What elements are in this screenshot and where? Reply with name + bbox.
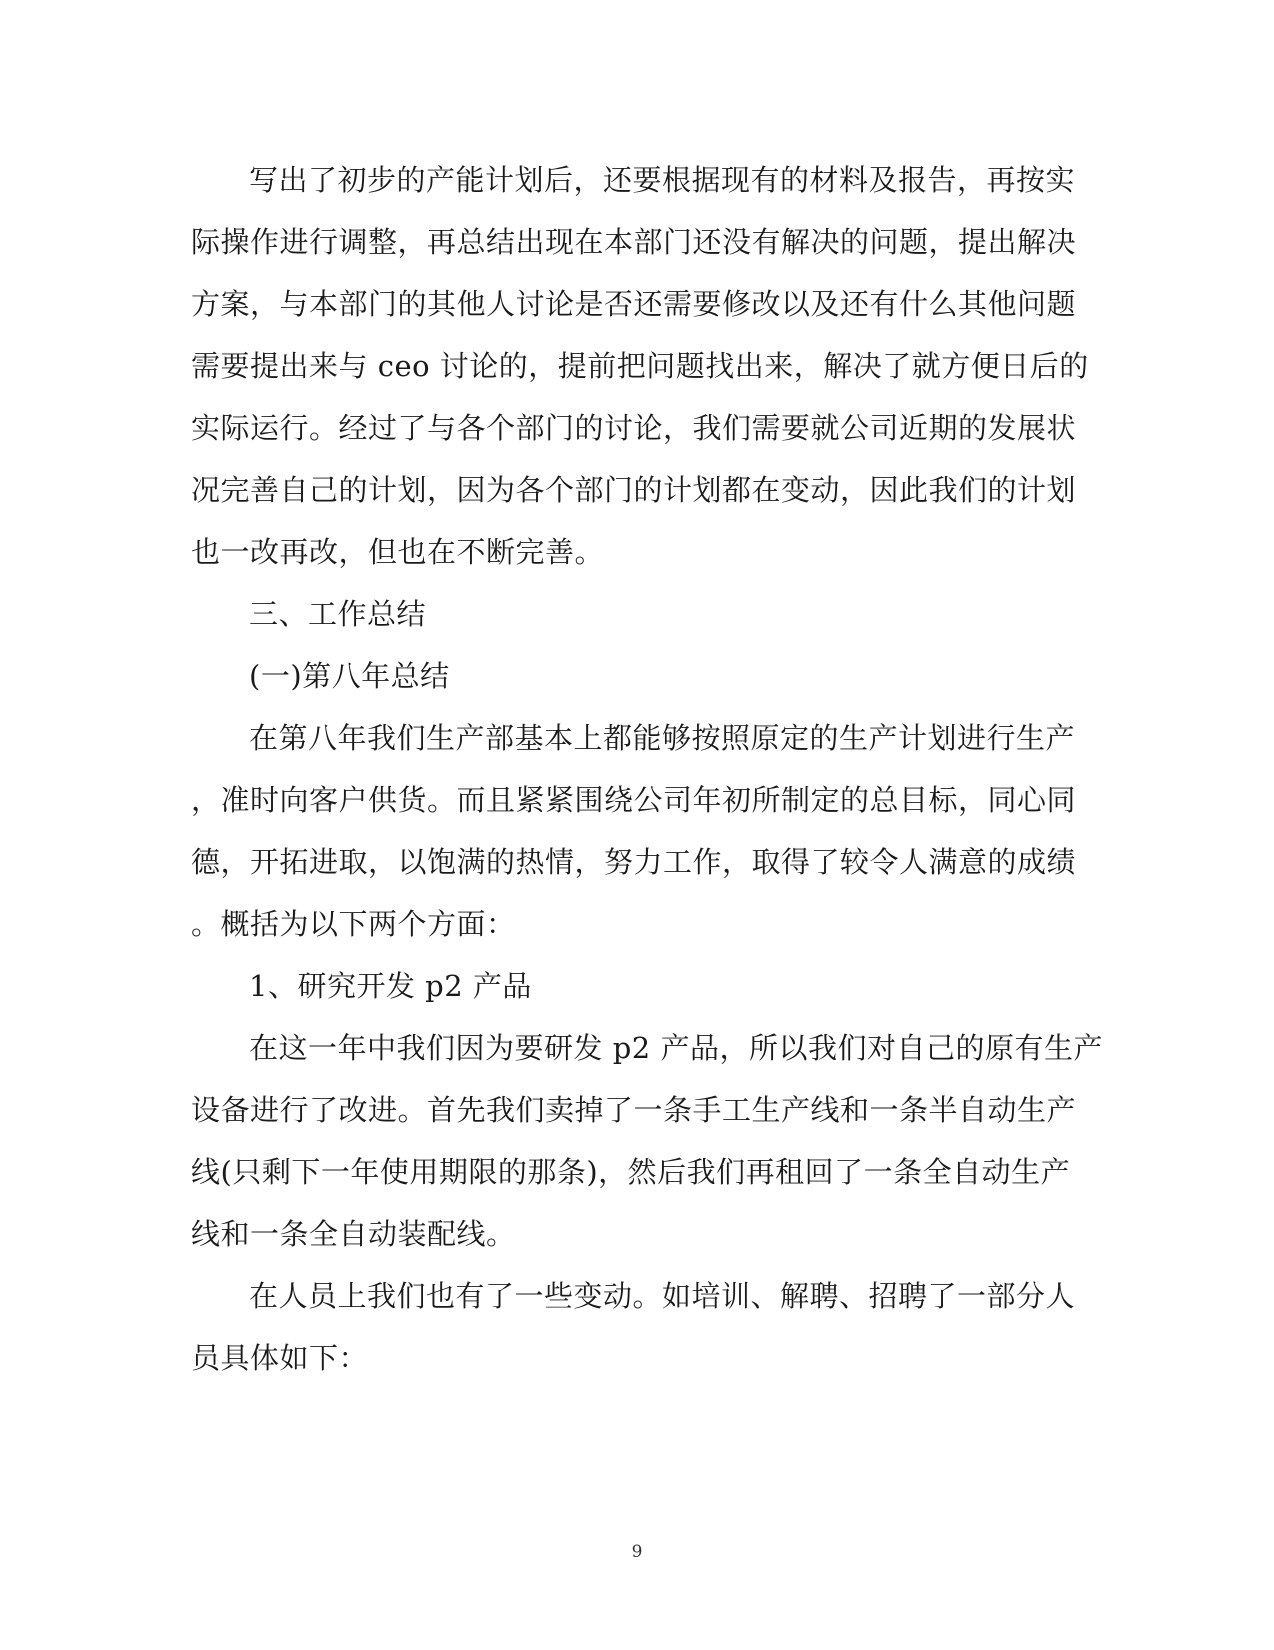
paragraph-line: 也一改再改，但也在不断完善。 (191, 535, 605, 569)
paragraph-line: ，准时向客户供货。而且紧紧围绕公司年初所制定的总目标，同心同 (191, 783, 1077, 817)
paragraph-line: 线(只剩下一年使用期限的那条)，然后我们再租回了一条全自动生产 (191, 1155, 1071, 1189)
list-heading: 1、研究开发 p2 产品 (249, 969, 532, 1003)
paragraph-line: 线和一条全自动装配线。 (191, 1217, 516, 1251)
paragraph-line: 况完善自己的计划，因为各个部门的计划都在变动，因此我们的计划 (191, 473, 1077, 507)
paragraph-line: 德，开拓进取，以饱满的热情，努力工作，取得了较令人满意的成绩 (191, 845, 1077, 879)
section-heading: 三、工作总结 (249, 597, 427, 631)
paragraph-line: 在人员上我们也有了一些变动。如培训、解聘、招聘了一部分人 (249, 1279, 1076, 1313)
paragraph-line: 方案，与本部门的其他人讨论是否还需要修改以及还有什么其他问题 (191, 287, 1077, 321)
paragraph-line: 。概括为以下两个方面： (191, 907, 516, 941)
paragraph-line: 需要提出来与 ceo 讨论的，提前把问题找出来，解决了就方便日后的 (191, 349, 1089, 383)
paragraph-line: 设备进行了改进。首先我们卖掉了一条手工生产线和一条半自动生产 (191, 1093, 1077, 1127)
paragraph-line: 在这一年中我们因为要研发 p2 产品，所以我们对自己的原有生产 (249, 1031, 1103, 1065)
paragraph-line: 员具体如下： (191, 1341, 369, 1375)
paragraph-line: 际操作进行调整，再总结出现在本部门还没有解决的问题，提出解决 (191, 225, 1077, 259)
subsection-heading: (一)第八年总结 (249, 659, 450, 693)
paragraph-line: 写出了初步的产能计划后，还要根据现有的材料及报告，再按实 (249, 163, 1076, 197)
paragraph-line: 实际运行。经过了与各个部门的讨论，我们需要就公司近期的发展状 (191, 411, 1077, 445)
page-number: 9 (631, 1542, 643, 1562)
paragraph-line: 在第八年我们生产部基本上都能够按照原定的生产计划进行生产 (249, 721, 1076, 755)
